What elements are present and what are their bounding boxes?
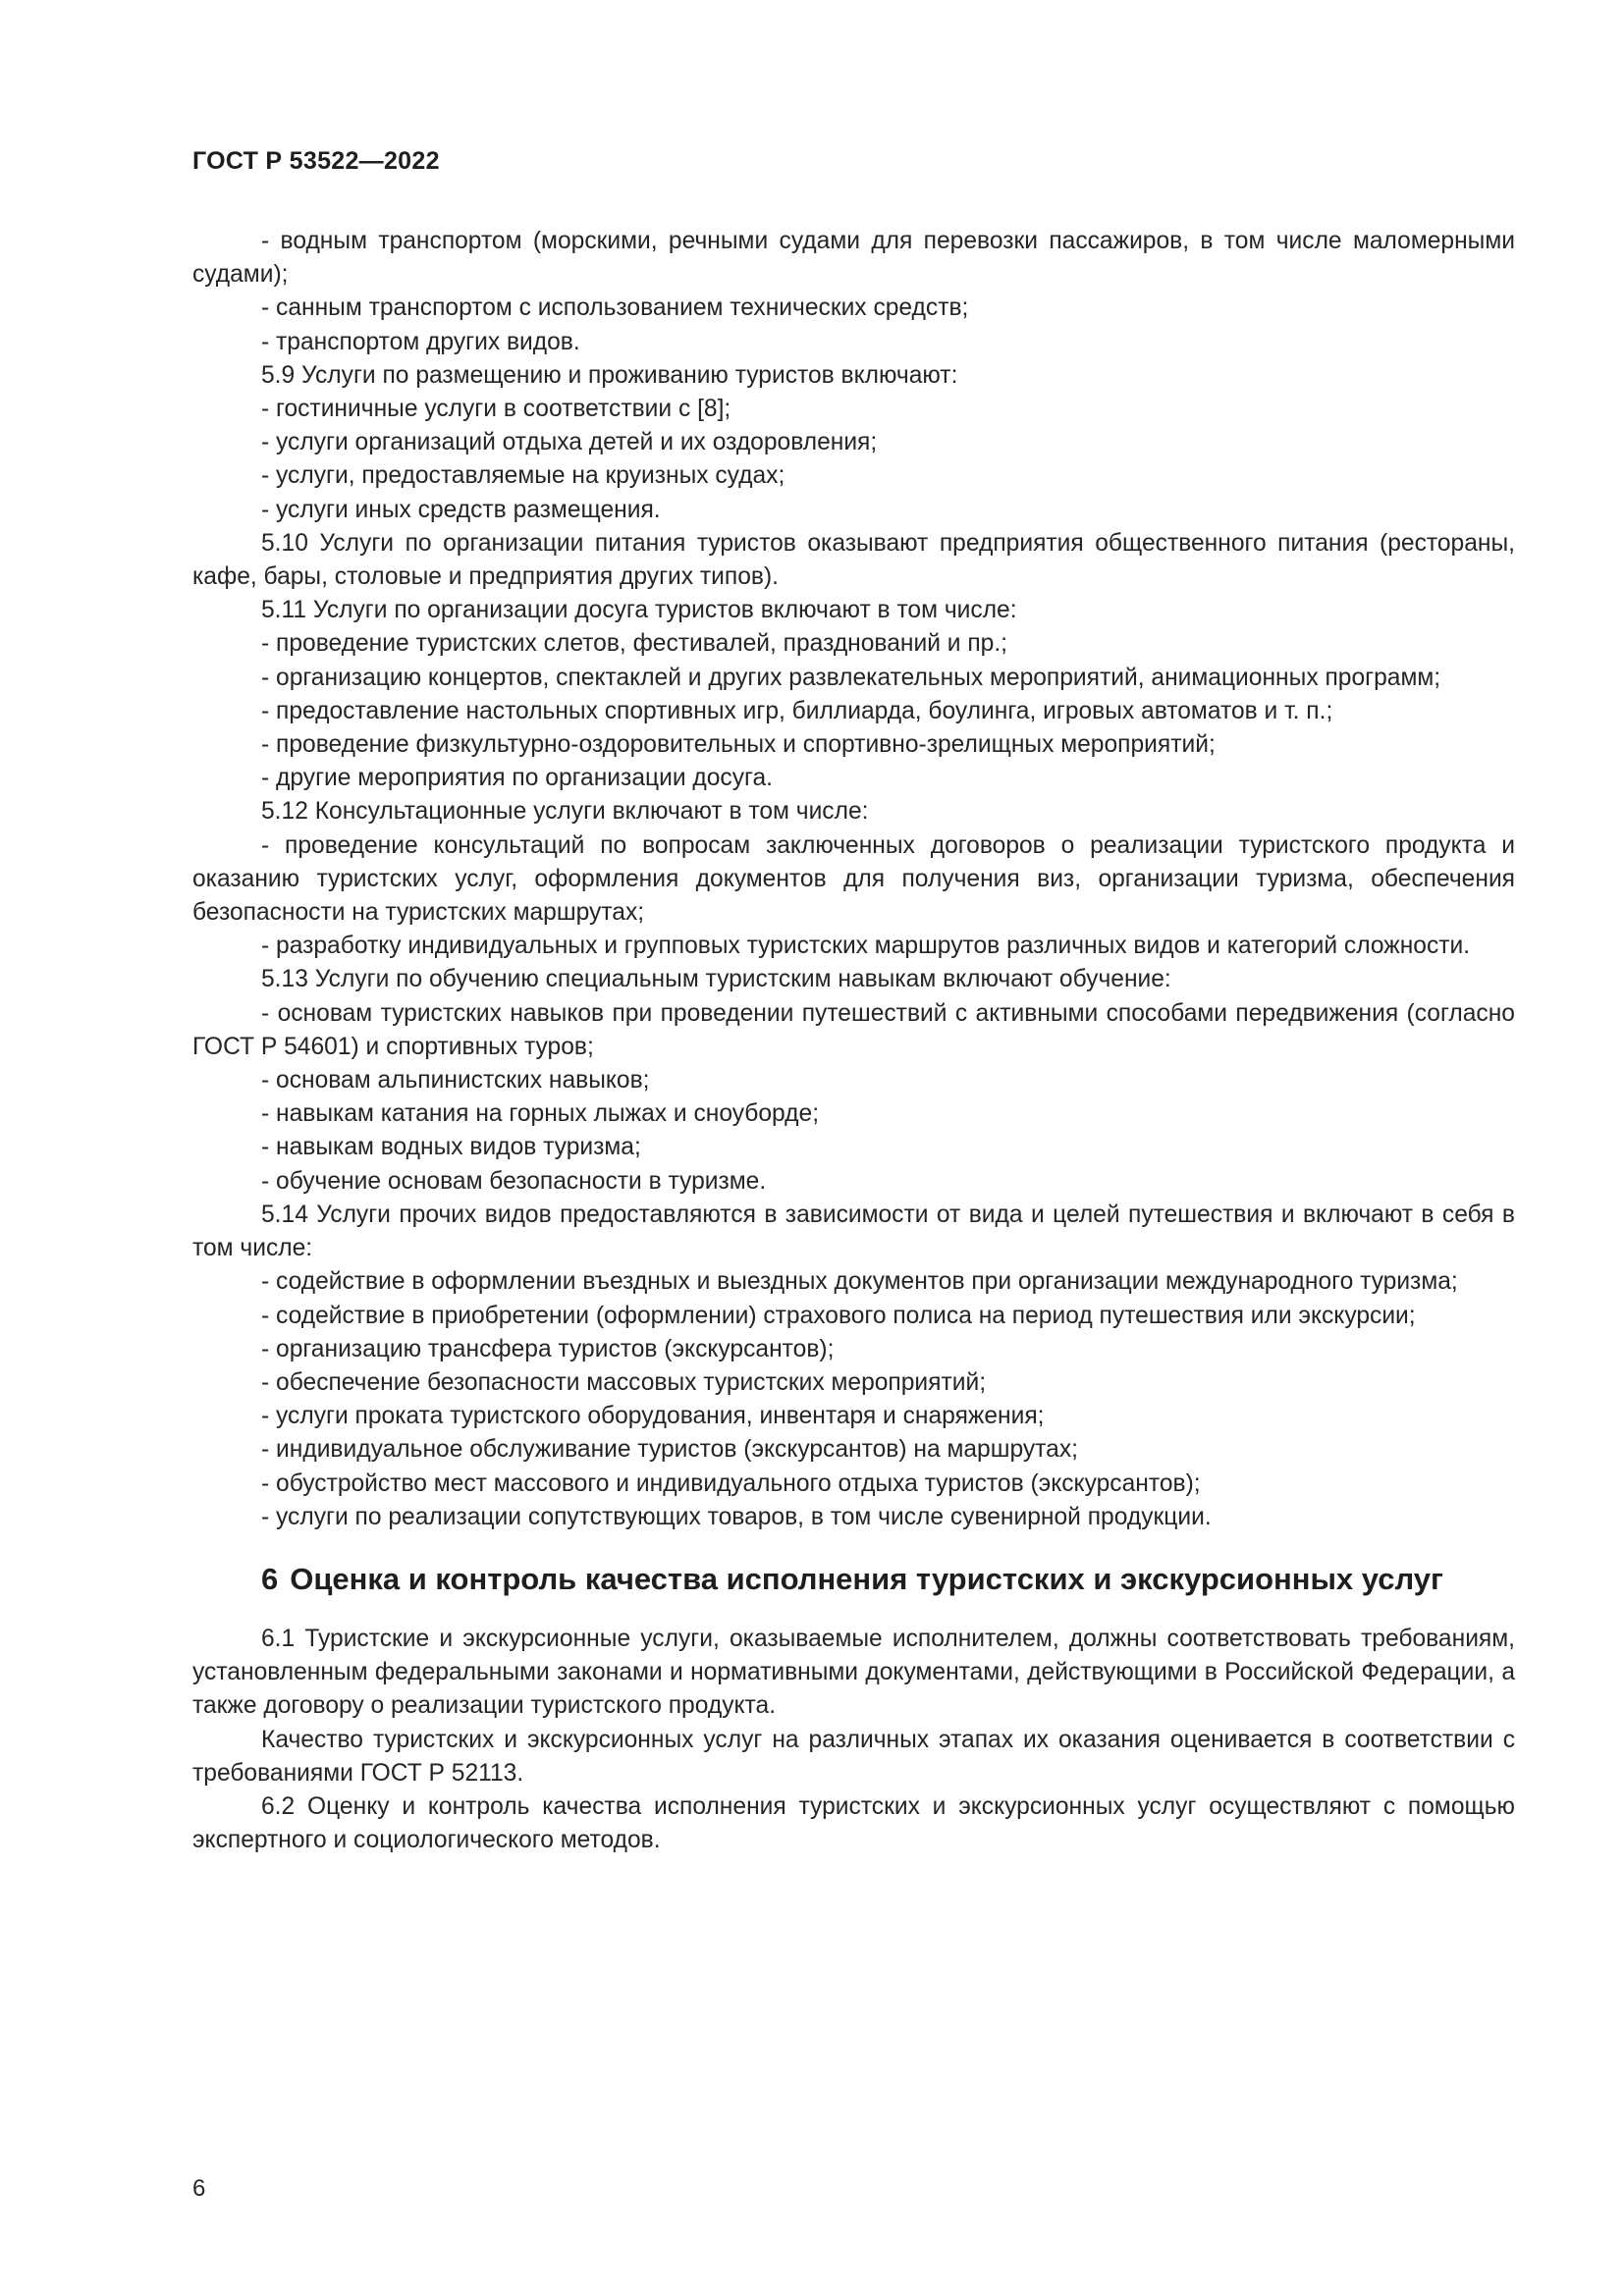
paragraph: - услуги по реализации сопутствующих товаров, в том числе сувенирной продукции. [261, 1503, 1212, 1530]
paragraph: - содействие в приобретении (оформлении) страхового полиса на период путешествия или экскурсии; [261, 1302, 1416, 1329]
paragraph: 5.13 Услуги по обучению специальным туристским навыкам включают обучение: [261, 966, 1171, 993]
paragraph: 5.10 Услуги по организации питания туристов оказывают предприятия общественного питания (рестораны, кафе, бары, столовые и предприятия других типов). [192, 529, 1515, 591]
paragraph: 5.11 Услуги по организации досуга туристов включают в том числе: [261, 597, 1017, 624]
section-number: 6 [261, 1561, 279, 1596]
paragraph: - обеспечение безопасности массовых туристских мероприятий; [261, 1368, 987, 1396]
paragraph: 5.9 Услуги по размещению и проживанию туристов включают: [261, 361, 958, 389]
paragraph: - услуги организаций отдыха детей и их оздоровления; [261, 429, 878, 456]
page-number: 6 [192, 2175, 206, 2202]
paragraph: - предоставление настольных спортивных игр, биллиарда, боулинга, игровых автоматов и т. п.; [261, 697, 1333, 724]
document-header: ГОСТ Р 53522—2022 [192, 147, 440, 175]
paragraph: - проведение физкультурно-оздоровительных и спортивно-зрелищных мероприятий; [261, 731, 1216, 759]
paragraph: - водным транспортом (морскими, речными судами для перевозки пассажиров, в том числе маломерными судами); [192, 228, 1515, 289]
paragraph: - транспортом других видов. [261, 328, 580, 355]
section-heading [261, 1560, 1515, 1599]
paragraph: - разработку индивидуальных и групповых туристских маршрутов различных видов и категорий сложности. [261, 933, 1471, 960]
document-body [192, 225, 1515, 1857]
paragraph: - организацию трансфера туристов (экскурсантов); [261, 1335, 835, 1362]
paragraphs-before-section [192, 225, 1515, 1534]
paragraph: Качество туристских и экскурсионных услуг на различных этапах их оказания оценивается в соответствии с требованиями ГОСТ Р 52113. [192, 1726, 1515, 1787]
paragraph: - основам туристских навыков при проведении путешествий с активными способами передвижения (согласно ГОСТ Р 54601) и спортивных туров; [192, 999, 1515, 1060]
paragraph: 6.2 Оценку и контроль качества исполнения туристских и экскурсионных услуг осуществляют с помощью экспертного и социологического методов. [192, 1792, 1515, 1854]
paragraph: - проведение консультаций по вопросам заключенных договоров о реализации туристского продукта и оказанию туристских услуг, оформления документов для получения виз, организации туризма, обеспечения безопасности на туристских маршрутах; [192, 831, 1515, 927]
paragraph: - услуги, предоставляемые на круизных судах; [261, 462, 785, 490]
paragraph: - навыкам катания на горных лыжах и сноуборде; [261, 1100, 820, 1128]
section-title: Оценка и контроль качества исполнения туристских и экскурсионных услуг [290, 1561, 1443, 1596]
paragraph: - другие мероприятия по организации досуга. [261, 765, 773, 792]
paragraphs-after-section [192, 1623, 1515, 1857]
paragraph: 5.12 Консультационные услуги включают в том числе: [261, 798, 869, 826]
paragraph: - гостиничные услуги в соответствии с [8]; [261, 396, 731, 423]
paragraph: - содействие в оформлении въездных и выездных документов при организации международного туризма; [261, 1268, 1458, 1296]
paragraph: - услуги иных средств размещения. [261, 496, 661, 523]
paragraph: - обучение основам безопасности в туризме. [261, 1167, 767, 1195]
paragraph: - основам альпинистских навыков; [261, 1067, 650, 1095]
paragraph: - индивидуальное обслуживание туристов (экскурсантов) на маршрутах; [261, 1436, 1078, 1464]
paragraph: - обустройство мест массового и индивидуального отдыха туристов (экскурсантов); [261, 1469, 1201, 1497]
paragraph: 6.1 Туристские и экскурсионные услуги, оказываемые исполнителем, должны соответствовать требованиям, установленным федеральными законами и нормативными документами, действующими в Российской Федерации, а также договору о реализации туристского продукта. [192, 1625, 1515, 1720]
paragraph: - услуги проката туристского оборудования, инвентаря и снаряжения; [261, 1403, 1045, 1430]
paragraph: - проведение туристских слетов, фестивалей, празднований и пр.; [261, 630, 1008, 658]
paragraph: - организацию концертов, спектаклей и других развлекательных мероприятий, анимационных программ; [261, 664, 1441, 691]
paragraph: - навыкам водных видов туризма; [261, 1134, 641, 1161]
paragraph: - санным транспортом с использованием технических средств; [261, 294, 969, 322]
paragraph: 5.14 Услуги прочих видов предоставляются в зависимости от вида и целей путешествия и включают в себя в том числе: [192, 1201, 1515, 1262]
